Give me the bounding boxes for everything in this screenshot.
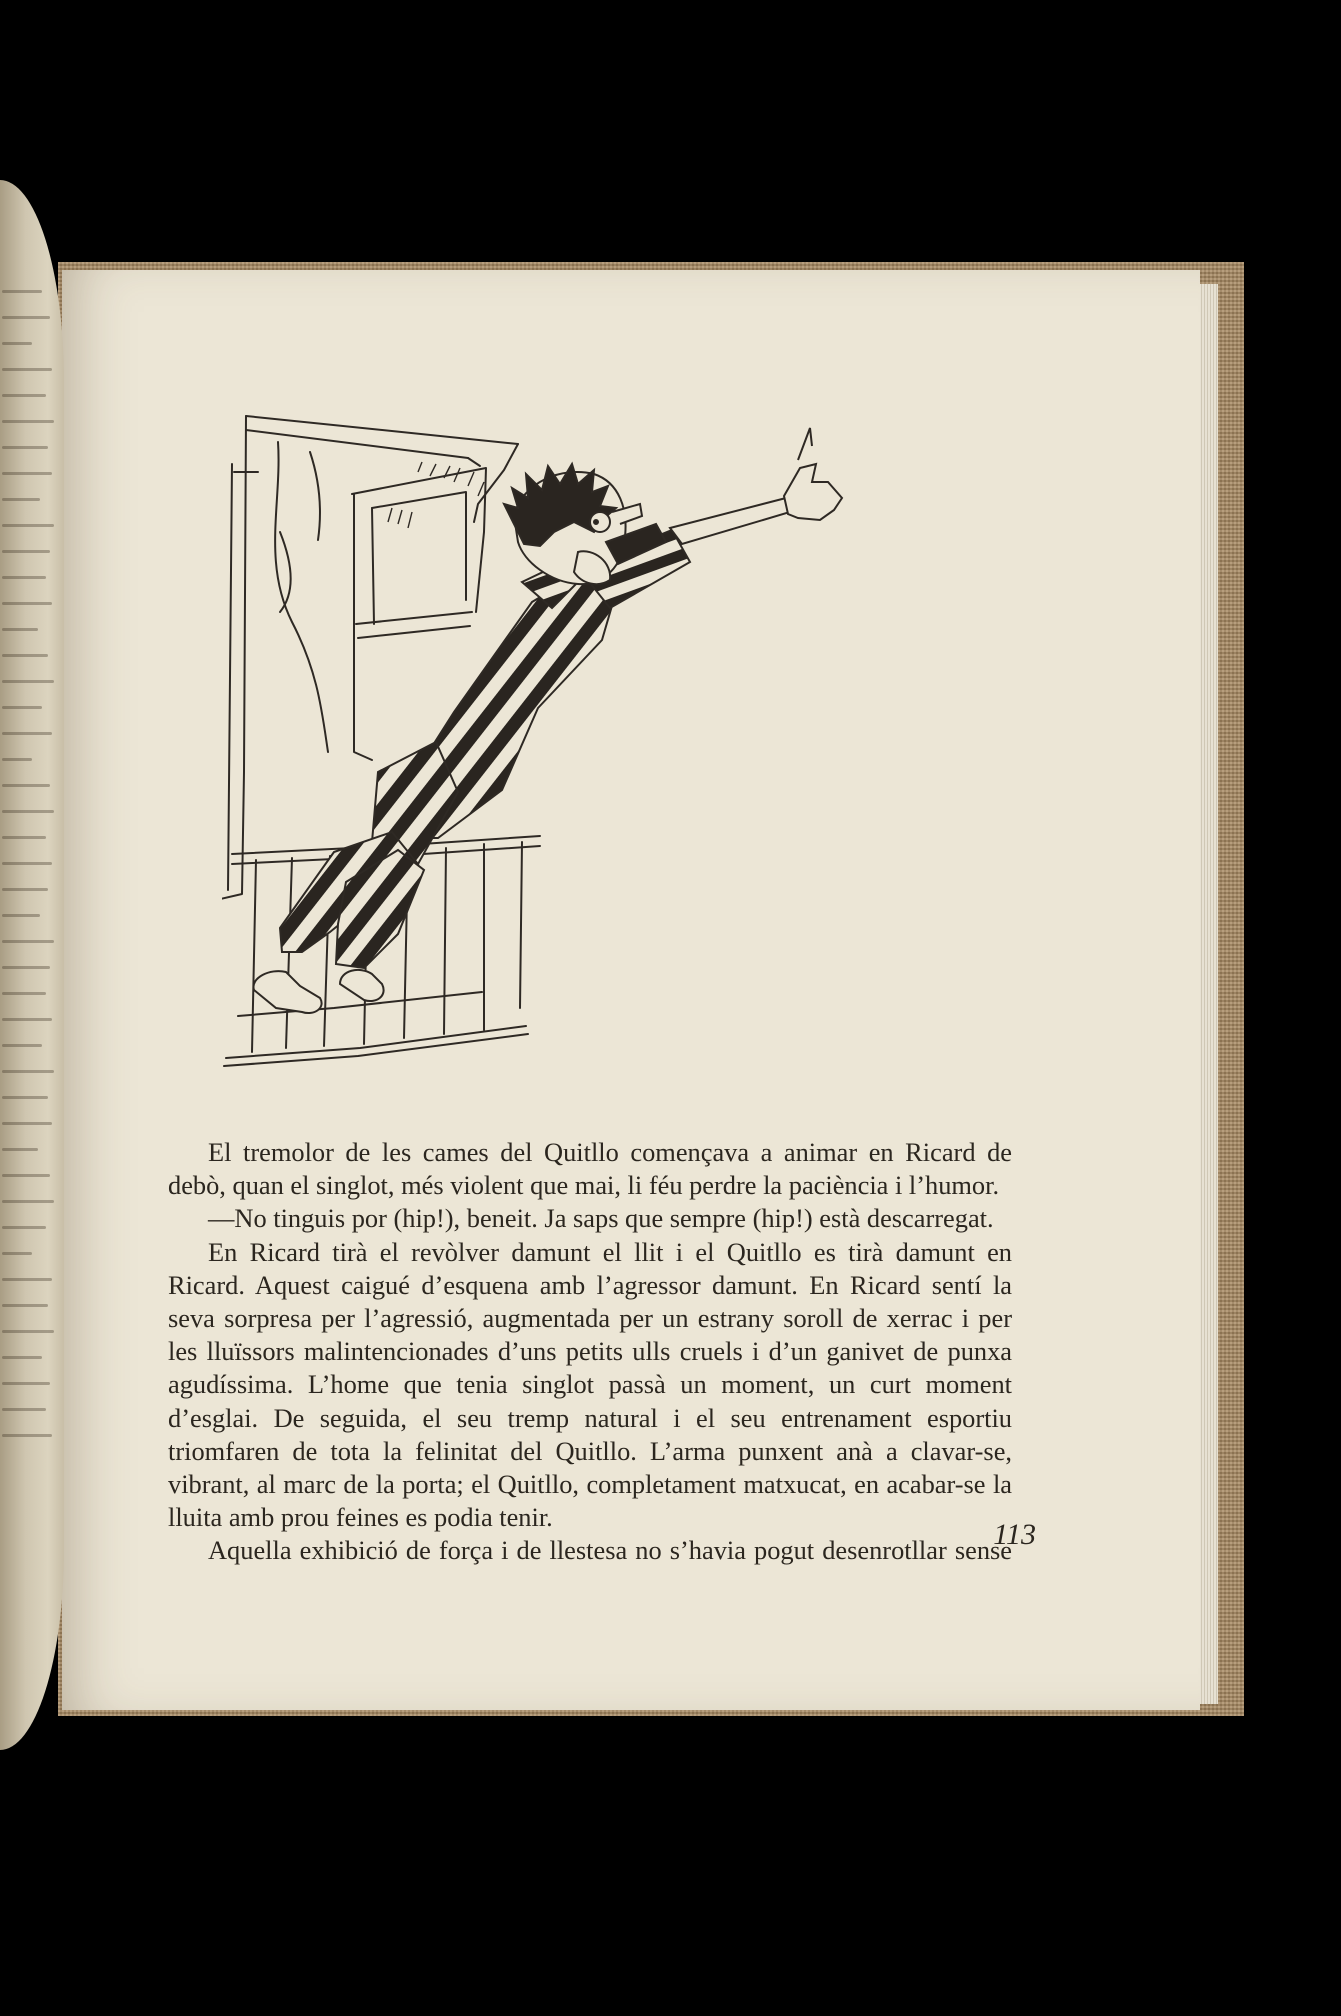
previous-page-text-ghost [0,290,64,1460]
paragraph: Aquella exhibició de força i de llestesa no s’havia pogut desenrotllar sense [208,1535,1012,1566]
illustration-icon [222,412,926,1072]
page-number: 113 [993,1518,1036,1551]
text-block [168,1136,1012,1568]
previous-page-leaf [0,180,64,1750]
paragraph: En Ricard tirà el revòlver damunt el llit i el Quitllo es tirà damunt en Ricard. Aquest caigué d’esquena amb l’agressor damunt. En Ricard sentí la seva sorpresa per l’agressió, augmentada per un estrany soroll de xerrac i per les lluïssors malintencionades d’uns petits ulls cruels i d’un ganivet de punxa agudíssima. L’home que tenia singlot passà un moment, un curt moment d’esglai. De seguida, el seu tremp natural i el seu entrenament esportiu triomfaren de tota la felinitat del Quitllo. L’arma punxent anà a clavar-se, vibrant, al marc de la porta; el Quitllo, completament matxucat, en acabar-se la lluita amb prou feines es podia tenir. [168,1236,1012,1533]
paragraph: El tremolor de les cames del Quitllo començava a animar en Ricard de debò, quan el singlot, més violent que mai, li féu perdre la paciència i l’humor. [168,1137,1012,1201]
paragraph: —No tinguis por (hip!), beneit. Ja saps que sempre (hip!) està descarregat. [208,1203,994,1234]
